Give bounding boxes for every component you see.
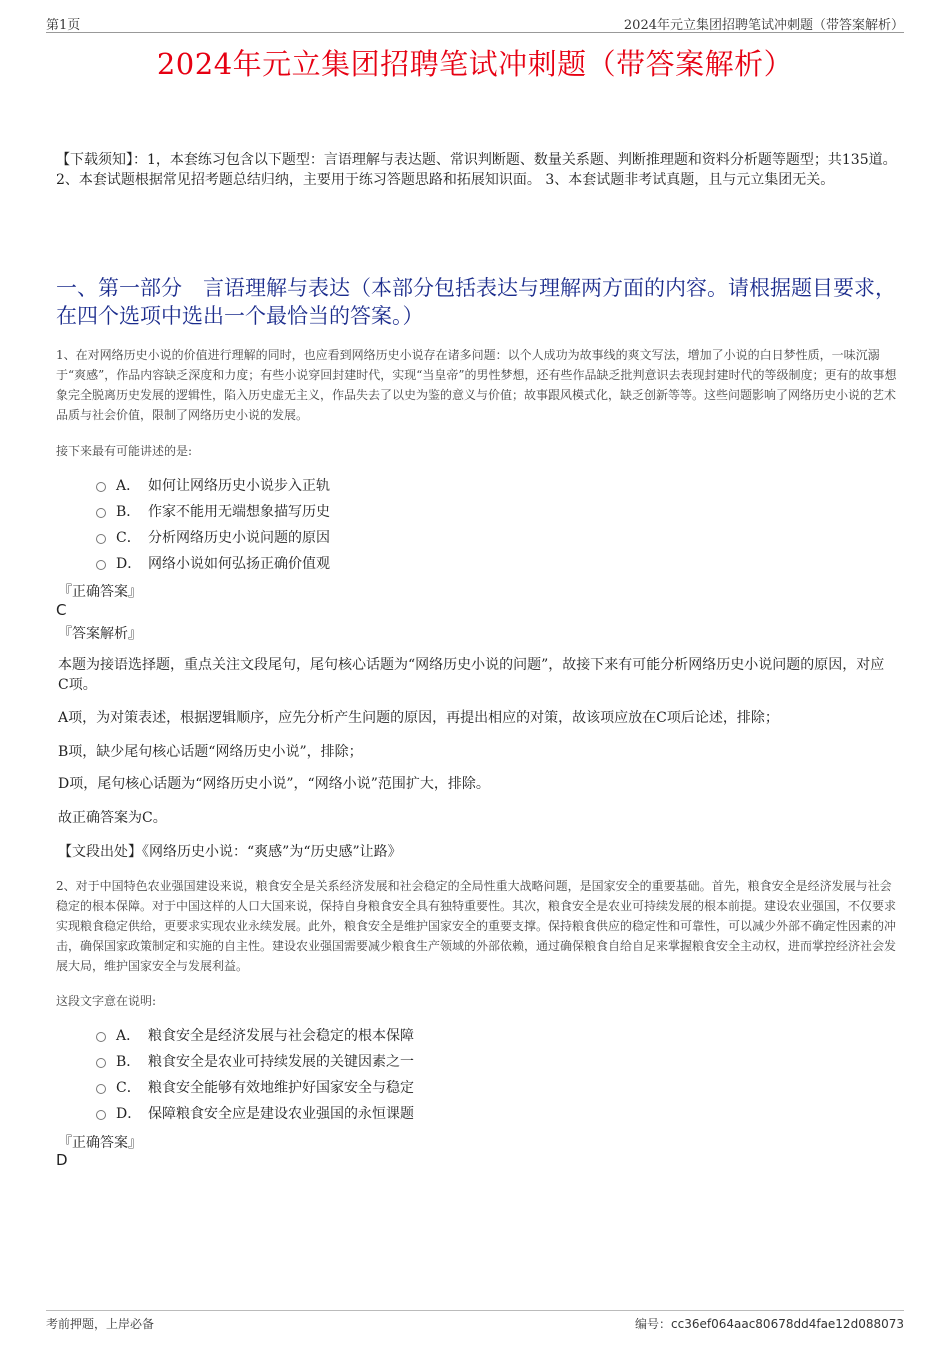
radio-icon[interactable]	[96, 1032, 106, 1042]
question-1-text: 1、在对网络历史小说的价值进行理解的同时，也应看到网络历史小说存在诸多问题：以个人成功为故事线的爽文写法，增加了小说的白日梦性质，一味沉溺于“爽感”，作品内容缺乏深度和力度；有些小说穿回封建时代，实现“当皇帝”的男性梦想，还有些作品缺乏批判意识去表现封建时代的等级制度；更有的故事想象完全脱离历史发展的逻辑性，陷入历史虚无主义，作品失去了以史为鉴的意义与价值；故事跟风模式化，缺乏创新等等。这些问题影响了网络历史小说的艺术品质与社会价值，限制了网络历史小说的发展。	[56, 348, 897, 422]
footer-slogan: 考前押题，上岸必备	[46, 1317, 155, 1331]
radio-icon[interactable]	[96, 534, 106, 544]
radio-icon[interactable]	[96, 560, 106, 570]
analysis-paragraph: B项，缺少尾句核心话题“网络历史小说”，排除；	[58, 744, 363, 760]
radio-icon[interactable]	[96, 1058, 106, 1068]
question-1-prompt: 接下来最有可能讲述的是:	[56, 444, 193, 458]
radio-icon[interactable]	[96, 482, 106, 492]
option-b[interactable]: B． 粮食安全是农业可持续发展的关键因素之一	[96, 1048, 414, 1074]
question-2-options	[96, 1022, 414, 1126]
option-c[interactable]: C． 粮食安全能够有效地维护好国家安全与稳定	[96, 1074, 414, 1100]
question-2-text: 2、对于中国特色农业强国建设来说，粮食安全是关系经济发展和社会稳定的全局性重大战略问题，是国家安全的重要基础。首先，粮食安全是经济发展与社会稳定的根本保障。对于中国这样的人口大国来说，保持自身粮食安全具有独特重要性。其次，粮食安全是农业可持续发展的根本前提。建设农业强国，不仅要求实现粮食稳定供给，更要求实现农业永续发展。此外，粮食安全是维护国家安全的重要支撑。保持粮食供应的稳定性和可靠性，可以减少外部不确定性因素的冲击，确保国家政策制定和实施的自主性。建设农业强国需要减少粮食生产领域的外部依赖，通过确保粮食自给自足来掌握粮食安全主动权，进而掌控经济社会发展大局，维护国家安全与发展利益。	[56, 879, 897, 973]
analysis-paragraph: 故正确答案为C。	[58, 810, 167, 826]
page-footer	[46, 1310, 904, 1335]
analysis-paragraph: A项，为对策表述，根据逻辑顺序，应先分析产生问题的原因，再提出相应的对策，故该项应放在C项后论述，排除；	[58, 710, 779, 726]
answer-value: C	[56, 601, 67, 619]
source-citation: 【文段出处】《网络历史小说：“爽感”为“历史感”让路》	[58, 844, 402, 860]
analysis-label: 『答案解析』	[58, 626, 142, 642]
option-c[interactable]: C． 分析网络历史小说问题的原因	[96, 524, 330, 550]
document-code: 编号：cc36ef064aac80678dd4fae12d088073	[635, 1317, 904, 1331]
option-a[interactable]: A． 如何让网络历史小说步入正轨	[96, 472, 330, 498]
option-d[interactable]: D． 保障粮食安全应是建设农业强国的永恒课题	[96, 1100, 414, 1126]
answer-value: D	[56, 1151, 68, 1169]
option-d[interactable]: D． 网络小说如何弘扬正确价值观	[96, 550, 330, 576]
option-b[interactable]: B． 作家不能用无端想象描写历史	[96, 498, 330, 524]
document-title: 2024年元立集团招聘笔试冲刺题（带答案解析）	[156, 47, 794, 81]
header-doc-title: 2024年元立集团招聘笔试冲刺题（带答案解析）	[623, 18, 904, 33]
analysis-paragraph: D项，尾句核心话题为“网络历史小说”，“网络小说”范围扩大，排除。	[58, 776, 490, 792]
page-header	[46, 12, 904, 33]
question-2-prompt: 这段文字意在说明:	[56, 994, 157, 1008]
download-notice: 【下载须知】：1，本套练习包含以下题型：言语理解与表达题、常识判断题、数量关系题、判断推理题和资料分析题等题型；共135道。 2、本套试题根据常见招考题总结归纳，主要用于练习答题思路和拓展知识面。 3、本套试题非考试真题，且与元立集团无关。	[56, 152, 897, 188]
page-number: 第1页	[46, 18, 81, 33]
radio-icon[interactable]	[96, 1084, 106, 1094]
answer-label: 『正确答案』	[58, 1135, 142, 1151]
analysis-paragraph: 本题为接语选择题，重点关注文段尾句，尾句核心话题为“网络历史小说的问题”，故接下来有可能分析网络历史小说问题的原因，对应C项。	[58, 657, 885, 693]
radio-icon[interactable]	[96, 1110, 106, 1120]
section-heading: 一、第一部分 言语理解与表达（本部分包括表达与理解两方面的内容。请根据题目要求，在四个选项中选出一个最恰当的答案。）	[56, 276, 896, 328]
option-a[interactable]: A． 粮食安全是经济发展与社会稳定的根本保障	[96, 1022, 414, 1048]
answer-label: 『正确答案』	[58, 584, 142, 600]
radio-icon[interactable]	[96, 508, 106, 518]
question-1-options	[96, 472, 330, 576]
